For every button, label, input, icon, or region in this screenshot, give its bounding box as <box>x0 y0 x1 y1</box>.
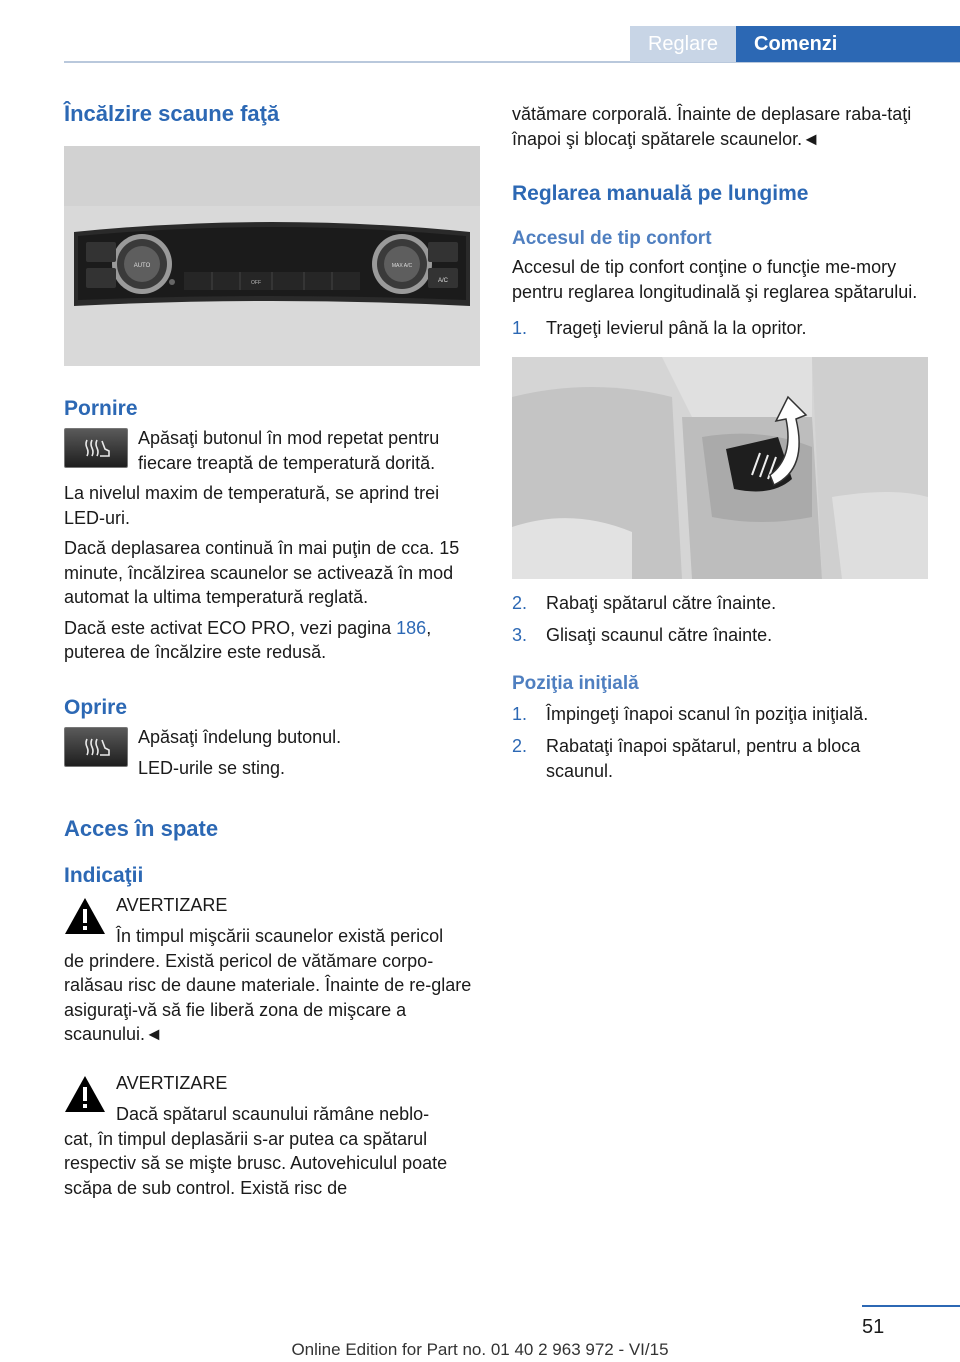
warning-1 <box>64 893 480 949</box>
warning-triangle-icon <box>64 1075 106 1113</box>
section-title-seat-heating: Încălzire scaune faţă <box>64 101 280 126</box>
warning-2-continued: vătămare corporală. Înainte de deplasare raba-taţi înapoi şi blocaţi spătarele scaunelor.◄ <box>512 104 912 149</box>
seat-heating-icon <box>64 428 128 468</box>
warning-2-title: AVERTIZARE <box>116 1072 228 1093</box>
list-item <box>512 734 928 783</box>
list-text: Trageţi levierul până la la opritor. <box>546 318 807 338</box>
seat-heating-icon <box>64 727 128 767</box>
page-link-186[interactable]: 186 <box>396 617 427 638</box>
list-item <box>512 316 928 341</box>
pornire-paragraph-1: La nivelul maxim de temperatură, se aprind trei LED-uri. <box>64 483 440 528</box>
warning-2 <box>64 1071 480 1127</box>
heading-pornire: Pornire <box>64 397 138 420</box>
warning-triangle-icon <box>64 897 106 935</box>
warning-2-rest: cat, în timpul deplasării s-ar putea ca spătarul respectiv să se mişte brusc. Autovehiculul poate scăpa de sub control. Există risc de <box>64 1128 448 1198</box>
oprire-line-2: LED-urile se sting. <box>138 758 286 778</box>
climate-control-panel-image <box>64 146 480 366</box>
seat-lever-illustration <box>512 357 928 579</box>
heading-oprire: Oprire <box>64 695 128 719</box>
pornire-instruction <box>64 426 480 475</box>
footer-edition: Online Edition for Part no. 01 40 2 963 972 - VI/15 <box>291 1340 669 1359</box>
off-label: OFF <box>251 280 261 286</box>
page-number: 51 <box>862 1316 885 1338</box>
pornire-paragraph-3 <box>64 616 480 665</box>
list-text: Rabataţi înapoi spătarul, pentru a bloca scaunul. <box>546 736 861 781</box>
left-column <box>64 96 480 1200</box>
seat-heating-glyph <box>81 437 111 459</box>
pornire-p3-before: Dacă este activat ECO PRO, vezi pagina <box>64 617 397 638</box>
list-item <box>512 623 928 648</box>
heading-indicatii: Indicaţii <box>64 863 144 887</box>
warning-2-head <box>116 1071 429 1127</box>
list-number: 1. <box>512 703 528 724</box>
warning-1-title: AVERTIZARE <box>116 894 228 915</box>
header-tab-chapter[interactable]: Comenzi <box>736 26 960 62</box>
right-column <box>512 96 928 783</box>
initial-steps-list <box>512 702 928 784</box>
pornire-p3-after: , puterea de încălzire este redusă. <box>64 617 432 662</box>
climate-panel-illustration <box>64 146 480 366</box>
ac-label: A/C <box>437 278 449 284</box>
list-number: 3. <box>512 625 528 645</box>
header-tab-section[interactable]: Reglare <box>630 26 736 62</box>
max-ac-label: MAX A/C <box>391 263 413 269</box>
list-number: 2. <box>512 736 528 756</box>
heading-reglare-manuala: Reglarea manuală pe lungime <box>512 182 809 205</box>
list-number: 2. <box>512 592 528 613</box>
pornire-paragraph-2: Dacă deplasarea continuă în mai puţin de cca. 15 minute, încălzirea scaunelor se activează în mod automat la ultima temperatură reglată. <box>64 538 460 607</box>
warning-1-first-line: În timpul mişcării scaunelor există pericol <box>116 926 444 946</box>
list-text: Glisaţi scaunul către înainte. <box>546 625 773 645</box>
confort-paragraph: Accesul de tip confort conţine o funcţie me-mory pentru reglarea longitudinală şi reglarea spătarului. <box>512 257 918 302</box>
auto-label: AUTO <box>133 263 151 269</box>
heading-pozitia-initiala: Poziţia iniţială <box>512 672 639 694</box>
list-text: Rabaţi spătarul către înainte. <box>546 592 777 613</box>
oprire-instruction <box>64 725 480 781</box>
heading-acces-confort: Accesul de tip confort <box>512 228 712 249</box>
steps-list <box>512 591 928 648</box>
footer-rule <box>862 1305 960 1307</box>
oprire-icon-text-block <box>138 725 480 781</box>
warning-1-rest: de prindere. Există pericol de vătămare corpo-ralăsau risc de daune materiale. Înainte de re-glare asiguraţi-vă să fie liberă zona de mişcare a scaunului.◄ <box>64 950 472 1044</box>
list-item <box>512 702 928 727</box>
oprire-icon-text: Apăsaţi îndelung butonul. <box>138 726 342 747</box>
pornire-icon-text: Apăsaţi butonul în mod repetat pentru fiecare treaptă de temperatură dorită. <box>138 428 440 473</box>
list-item <box>512 591 928 616</box>
seat-heating-glyph <box>81 736 111 758</box>
heading-acces-spate: Acces în spate <box>64 815 219 841</box>
warning-1-head <box>116 893 443 949</box>
list-number: 1. <box>512 318 528 338</box>
seat-lever-image <box>512 357 928 579</box>
list-text: Împingeţi înapoi scanul în poziţia iniţială. <box>546 703 869 724</box>
warning-2-first-line: Dacă spătarul scaunului rămâne neblo- <box>116 1104 430 1124</box>
